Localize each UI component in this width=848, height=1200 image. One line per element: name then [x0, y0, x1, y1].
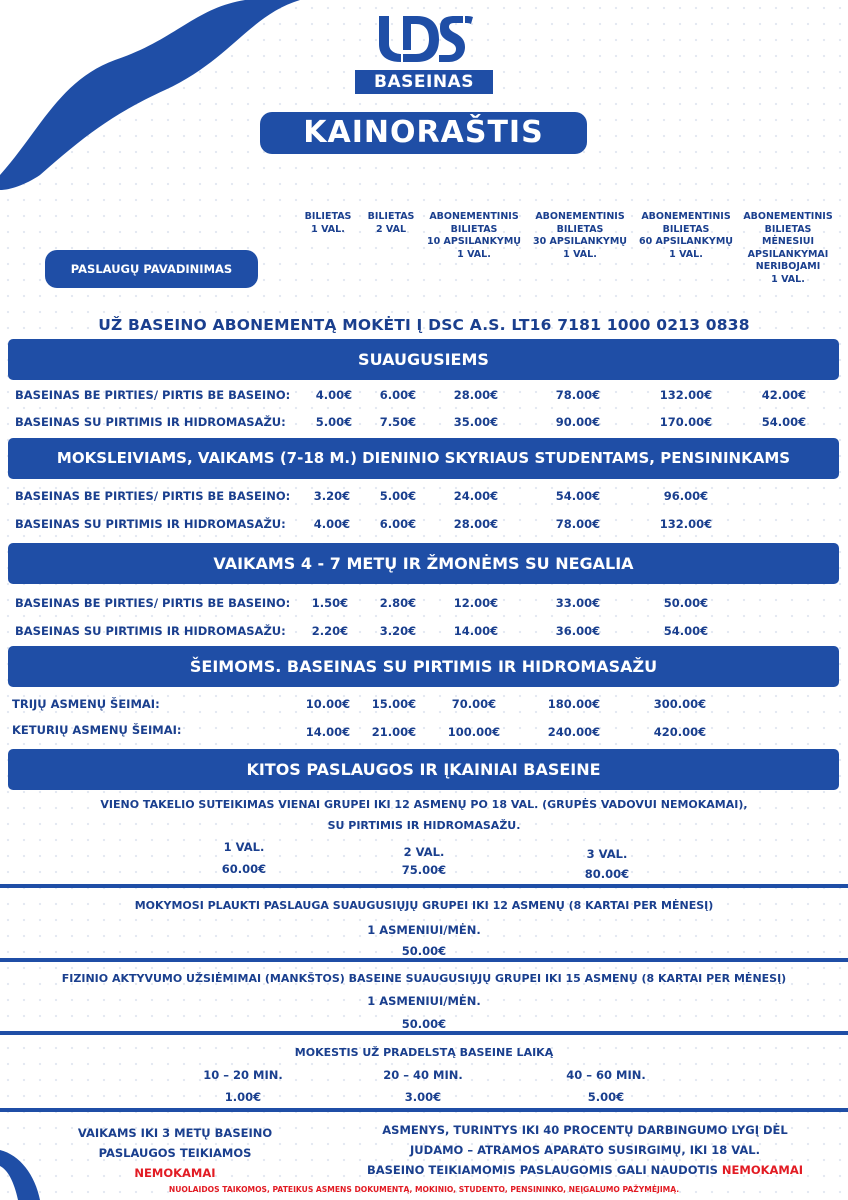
fitness-classes: FIZINIO AKTYVUMO UŽSIĖMIMAI (MANKŠTOS) BASEINE SUAUGUSIŲJŲ GRUPEI IKI 15 ASMENŲ (8 KARTAI PER MĖNESĮ) 1 ASMENIUI/MĖN. 50.00€ [61, 972, 787, 1031]
column-header-3: ABONEMENTINIS BILIETAS 10 APSILANKYMŲ 1 VAL. [427, 211, 521, 260]
row-label: BASEINAS SU PIRTIMIS IR HIDROMASAŽU: [15, 517, 286, 531]
divider [0, 1031, 848, 1035]
section-adults-title: SUAUGUSIEMS [8, 339, 839, 380]
price-cell: 15.00€ [371, 697, 417, 711]
overtime-option-3: 40 – 60 MIN. 5.00€ [566, 1068, 646, 1104]
discount-note: NUOLAIDOS TAIKOMOS, PATEIKUS ASMENS DOKUMENTĄ, MOKINIO, STUDENTO, PENSININKO, NEĮGALUMO PAŽYMĖJIMĄ. [168, 1185, 680, 1194]
lane-description: VIENO TAKELIO SUTEIKIMAS VIENAI GRUPEI IKI 12 ASMENŲ PO 18 VAL. (GRUPĖS VADOVUI NEMOKAMAI), SU PIRTIMIS IR HIDROMASAŽU. [100, 798, 748, 832]
column-header-1: BILIETAS 1 VAL. [304, 211, 352, 235]
price-cell: 78.00€ [555, 388, 601, 402]
swim-lessons: MOKYMOSI PLAUKTI PASLAUGA SUAUGUSIŲJŲ GRUPEI IKI 12 ASMENŲ (8 KARTAI PER MĖNESĮ) 1 ASMENIUI/MĖN. 50.00€ [134, 899, 714, 958]
price-cell: 54.00€ [555, 489, 601, 503]
price-cell: 2.20€ [311, 624, 349, 638]
price-cell: 90.00€ [555, 415, 601, 429]
price-cell: 5.00€ [379, 489, 417, 503]
price-cell: 14.00€ [305, 725, 351, 739]
page-title: KAINORAŠTIS [260, 112, 587, 154]
price-cell: 36.00€ [555, 624, 601, 638]
logo-band: BASEINAS [355, 70, 493, 94]
price-cell: 54.00€ [663, 624, 709, 638]
price-cell: 420.00€ [653, 725, 707, 739]
iban-line: UŽ BASEINO ABONEMENTĄ MOKĖTI Į DSC A.S. LT16 7181 1000 0213 0838 [98, 316, 750, 334]
price-cell: 6.00€ [379, 517, 417, 531]
lane-option-3: 3 VAL. 80.00€ [584, 847, 630, 881]
dsc-logo [355, 12, 493, 92]
price-cell: 3.20€ [313, 489, 351, 503]
price-cell: 21.00€ [371, 725, 417, 739]
price-cell: 54.00€ [761, 415, 807, 429]
row-label: BASEINAS BE PIRTIES/ PIRTIS BE BASEINO: [15, 596, 291, 610]
price-cell: 35.00€ [453, 415, 499, 429]
wave-decoration-top [0, 0, 360, 190]
price-cell: 33.00€ [555, 596, 601, 610]
price-cell: 240.00€ [547, 725, 601, 739]
section-students-title: MOKSLEIVIAMS, VAIKAMS (7-18 M.) DIENINIO SKYRIAUS STUDENTAMS, PENSININKAMS [8, 438, 839, 479]
price-cell: 5.00€ [315, 415, 353, 429]
column-header-5: ABONEMENTINIS BILIETAS 60 APSILANKYMŲ 1 VAL. [639, 211, 733, 260]
price-cell: 50.00€ [663, 596, 709, 610]
divider [0, 958, 848, 962]
row-label: TRIJŲ ASMENŲ ŠEIMAI: [12, 697, 160, 711]
price-cell: 132.00€ [659, 517, 713, 531]
divider [0, 1108, 848, 1112]
price-cell: 100.00€ [447, 725, 501, 739]
price-cell: 180.00€ [547, 697, 601, 711]
dsc-logo-mark [377, 12, 473, 64]
row-label: BASEINAS SU PIRTIMIS IR HIDROMASAŽU: [15, 415, 286, 429]
divider [0, 884, 848, 888]
column-header-6: ABONEMENTINIS BILIETAS MĖNESIUI APSILANKYMAI NERIBOJAMI 1 VAL. [743, 211, 833, 285]
service-name-header: PASLAUGŲ PAVADINIMAS [45, 250, 258, 288]
price-cell: 28.00€ [453, 517, 499, 531]
price-cell: 42.00€ [761, 388, 807, 402]
price-cell: 14.00€ [453, 624, 499, 638]
price-cell: 4.00€ [313, 517, 351, 531]
free-for-disabled: ASMENYS, TURINTYS IKI 40 PROCENTŲ DARBINGUMO LYGĮ DĖL JUDAMO – ATRAMOS APARATO SUSIRGIMŲ, IKI 18 VAL. BASEINO TEIKIAMOMIS PASLAUGOMIS GALI NAUDOTIS NEMOKAMAI [366, 1123, 804, 1177]
price-cell: 1.50€ [311, 596, 349, 610]
price-cell: 24.00€ [453, 489, 499, 503]
column-header-4: ABONEMENTINIS BILIETAS 30 APSILANKYMŲ 1 VAL. [533, 211, 627, 260]
section-other-title: KITOS PASLAUGOS IR ĮKAINIAI BASEINE [8, 749, 839, 790]
price-cell: 170.00€ [659, 415, 713, 429]
price-cell: 12.00€ [453, 596, 499, 610]
price-cell: 7.50€ [379, 415, 417, 429]
price-cell: 2.80€ [379, 596, 417, 610]
price-cell: 78.00€ [555, 517, 601, 531]
price-cell: 3.20€ [379, 624, 417, 638]
price-cell: 132.00€ [659, 388, 713, 402]
price-cell: 96.00€ [663, 489, 709, 503]
row-label: BASEINAS BE PIRTIES/ PIRTIS BE BASEINO: [15, 388, 291, 402]
row-label: BASEINAS BE PIRTIES/ PIRTIS BE BASEINO: [15, 489, 291, 503]
overtime-option-2: 20 – 40 MIN. 3.00€ [383, 1068, 463, 1104]
overtime-option-1: 10 – 20 MIN. 1.00€ [203, 1068, 283, 1104]
section-children-title: VAIKAMS 4 - 7 METŲ IR ŽMONĖMS SU NEGALIA [8, 543, 839, 584]
overtime-title: MOKESTIS UŽ PRADELSTĄ BASEINE LAIKĄ [294, 1046, 554, 1059]
price-cell: 300.00€ [653, 697, 707, 711]
column-header-2: BILIETAS 2 VAL [367, 211, 415, 235]
section-family-title: ŠEIMOMS. BASEINAS SU PIRTIMIS IR HIDROMASAŽU [8, 646, 839, 687]
price-cell: 6.00€ [379, 388, 417, 402]
price-cell: 4.00€ [315, 388, 353, 402]
free-for-toddlers: VAIKAMS IKI 3 METŲ BASEINO PASLAUGOS TEIKIAMOS NEMOKAMAI [77, 1126, 273, 1180]
price-cell: 10.00€ [305, 697, 351, 711]
price-cell: 70.00€ [451, 697, 497, 711]
price-cell: 28.00€ [453, 388, 499, 402]
row-label: KETURIŲ ASMENŲ ŠEIMAI: [12, 723, 182, 737]
lane-option-2: 2 VAL. 75.00€ [401, 845, 447, 877]
lane-option-1: 1 VAL. 60.00€ [221, 840, 267, 876]
row-label: BASEINAS SU PIRTIMIS IR HIDROMASAŽU: [15, 624, 286, 638]
